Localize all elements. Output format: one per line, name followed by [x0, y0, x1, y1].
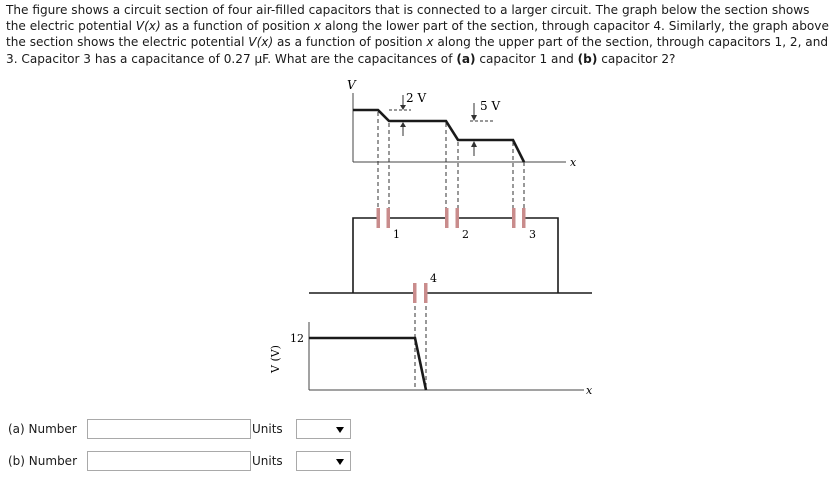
question-part: as a function of position: [273, 35, 427, 50]
drop-5v-arrowhead-up: [471, 141, 477, 147]
question-part: as a function of position: [160, 19, 314, 34]
upper-x-axis-label: x: [570, 156, 577, 169]
drop-2v-arrowhead-down: [400, 105, 406, 110]
lower-x-axis-label: x: [586, 384, 593, 397]
capacitor-1: [377, 208, 391, 228]
dropdown-arrow-icon: [336, 427, 344, 433]
capacitor-4-label: 4: [430, 272, 437, 285]
drop-2v-arrowhead-up: [400, 122, 406, 127]
upper-potential-graph: [347, 78, 577, 169]
dropdown-arrow-icon: [336, 459, 344, 465]
drop-5v-arrowhead-down: [471, 115, 477, 121]
drop-2v-label: 2 V: [406, 91, 427, 105]
lower-tick-12: 12: [290, 332, 304, 345]
position-symbol: x: [426, 35, 434, 50]
circuit-section: [309, 208, 592, 303]
answer-b-label: (b) Number: [8, 454, 77, 468]
potential-symbol: V(x): [135, 19, 161, 34]
lower-potential-graph: [269, 322, 593, 397]
part-a-tag: (a): [456, 51, 476, 66]
capacitor-2-label: 2: [462, 228, 469, 241]
question-part: capacitor 2?: [597, 51, 676, 66]
drop-5v-label: 5 V: [480, 99, 501, 113]
position-symbol: x: [313, 19, 321, 34]
answer-a-number-input[interactable]: [87, 419, 251, 439]
answer-b-units-label: Units: [252, 454, 283, 468]
question-part: along the upper part of the section, through capacitors 1, 2, and 3. Capacitor 3 has a capacitance of 0.27 μF. What are the capacitances of: [6, 35, 829, 66]
upper-potential-curve: [353, 110, 524, 162]
question-part: along the lower part of the section, through capacitor 4. Similarly, the graph above the section shows the electric potential: [6, 19, 829, 50]
lower-potential-curve: [309, 338, 426, 390]
answer-b-number-input[interactable]: [87, 451, 251, 471]
answer-a-label: (a) Number: [8, 422, 77, 436]
answer-b-units-select[interactable]: [296, 451, 351, 471]
capacitor-1-label: 1: [393, 228, 400, 241]
capacitor-3: [512, 208, 526, 228]
upper-v-axis-label: V: [347, 78, 356, 92]
potential-symbol: V(x): [248, 35, 274, 50]
capacitor-3-label: 3: [529, 228, 536, 241]
capacitor-2: [445, 208, 459, 228]
question-part: capacitor 1 and: [475, 51, 578, 66]
answer-a-units-select[interactable]: [296, 419, 351, 439]
upper-wire-left: [353, 218, 379, 293]
lower-v-axis-label: V (V): [269, 345, 282, 373]
part-b-tag: (b): [577, 51, 598, 66]
capacitor-4: [413, 283, 428, 303]
question-part: The figure shows a circuit section of four air-filled capacitors that is connected to a larger circuit. The graph below the section shows the electric potential: [6, 3, 810, 34]
answer-a-units-label: Units: [252, 422, 283, 436]
